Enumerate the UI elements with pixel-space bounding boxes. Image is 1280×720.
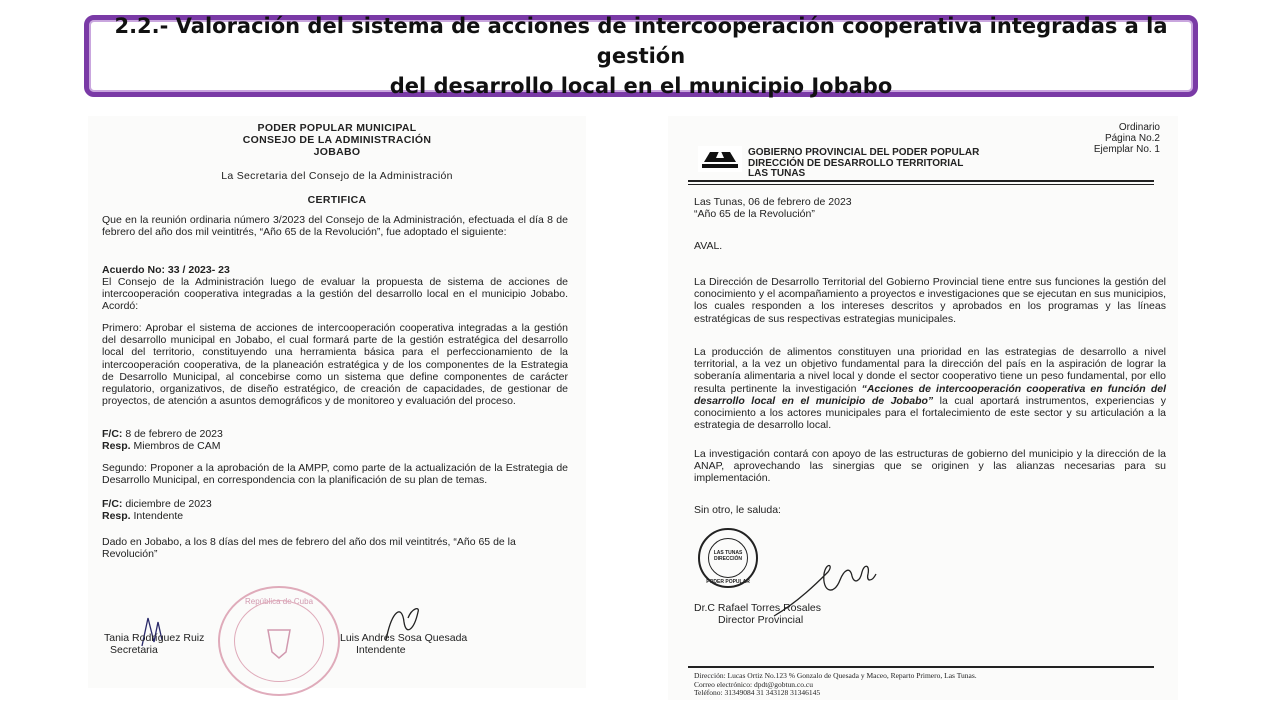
doc-right-reference xyxy=(1094,122,1160,155)
doc-left-resp2-label: Resp. xyxy=(102,510,131,522)
provincial-stamp xyxy=(698,528,758,588)
title-banner xyxy=(84,15,1198,97)
doc-right-aval: AVAL. xyxy=(694,240,723,252)
stamp-ring-text: PODER POPULAR xyxy=(706,579,750,585)
doc-left-fc2 xyxy=(102,498,568,510)
aval-document xyxy=(668,116,1178,700)
footer-email: Correo electrónico: dpdt@gobtun.co.cu xyxy=(694,679,813,689)
slide-title-line1: 2.2.- Valoración del sistema de acciones de intercooperación cooperativa integradas a la gestión xyxy=(114,14,1168,68)
signer-name: Dr.C Rafael Torres Rosales xyxy=(694,602,822,614)
doc-left-segundo: Segundo: Proponer a la aprobación de la AMPP, como parte de la actualización de la Estrategia de Desarrollo Municipal, en correspondencia con la planificación de su plan de temas. xyxy=(102,462,568,487)
doc-right-motto: “Año 65 de la Revolución” xyxy=(694,208,815,220)
doc-left-primero: Primero: Aprobar el sistema de acciones de intercooperación cooperativa integradas a la gestión del desarrollo municipal en Jobabo, el cual formará parte de la gestión estratégica del desarrollo local del territorio, constituyendo una herramienta básica para el perfeccionamiento de la intercooperación cooperativa, de la planeación estratégica y de los componentes de la Estrategia de Desarrollo Municipal, al concebirse como un sistema que define componentes de carácter regulatorio, organizativos, de diseño estratégico, de creación de capacidades, de gestionar de proyectos, de atención a asuntos demográficos y de monitoreo y evaluación del proceso. xyxy=(102,322,568,408)
doc-right-header xyxy=(748,148,979,180)
doc-left-fc1-value: 8 de febrero de 2023 xyxy=(122,428,223,440)
header-rule xyxy=(688,180,1154,182)
sign1-block xyxy=(104,632,204,656)
government-logo-icon xyxy=(698,146,742,172)
doc-right-header-line1: GOBIERNO PROVINCIAL DEL PODER POPULAR xyxy=(748,147,980,158)
signer-block xyxy=(694,602,821,626)
doc-right-footer xyxy=(694,672,977,698)
doc-left-resp2-value: Intendente xyxy=(130,510,184,522)
sign1-name: Tania Rodríguez Ruiz xyxy=(104,632,205,644)
doc-left-fc1-label: F/C: xyxy=(102,428,123,440)
doc-right-closing: Sin otro, le saluda: xyxy=(694,504,781,516)
doc-right-ref-line3: Ejemplar No. 1 xyxy=(1093,144,1160,155)
doc-left-fc2-value: diciembre de 2023 xyxy=(122,498,212,510)
slide-title xyxy=(106,11,1176,101)
doc-right-paragraph-2 xyxy=(694,346,1166,431)
sign2-block xyxy=(340,632,467,656)
footer-phone: Teléfono: 31349084 31 343128 31346145 xyxy=(694,688,821,697)
doc-right-ref-line1: Ordinario xyxy=(1118,122,1160,133)
doc-left-intro: Que en la reunión ordinaria número 3/2023 del Consejo de la Administración, efectuada el día 8 de febrero del año dos mil veintitrés, “Año 65 de la Revolución”, fue adoptado el siguiente: xyxy=(102,214,568,239)
doc-left-header-line3: JOBABO xyxy=(313,146,361,159)
doc-right-ref-line2: Página No.2 xyxy=(1104,133,1160,144)
doc-left-fc2-label: F/C: xyxy=(102,498,123,510)
seal-emblem-icon xyxy=(220,588,338,694)
sign2-role: Intendente xyxy=(356,644,406,657)
doc-left-secretaria: La Secretaria del Consejo de la Administración xyxy=(221,170,453,182)
doc-right-header-line2: DIRECCIÓN DE DESARROLLO TERRITORIAL xyxy=(748,157,964,169)
doc-left-fc1 xyxy=(102,428,568,440)
doc-left-dado: Dado en Jobabo, a los 8 días del mes de febrero del año dos mil veintitrés, “Año 65 de la Revolución” xyxy=(102,536,516,561)
doc-left-acuerdo-title: Acuerdo No: 33 / 2023- 23 xyxy=(102,264,230,276)
header-rule-thin xyxy=(688,184,1154,185)
footer-address: Dirección: Lucas Ortiz No.123 % Gonzalo de Quesada y Maceo, Reparto Primero, Las Tunas. xyxy=(694,671,977,680)
sign2-name: Luis Andrés Sosa Quesada xyxy=(340,632,468,644)
doc-left-resp2 xyxy=(102,510,568,522)
doc-left-certifica: CERTIFICA xyxy=(307,194,367,206)
municipal-seal-stamp xyxy=(218,586,340,696)
slide-title-line2: del desarrollo local en el municipio Jobabo xyxy=(389,74,893,98)
doc-left-header xyxy=(88,122,586,159)
doc-left-acuerdo-text: El Consejo de la Administración luego de evaluar la propuesta de sistema de acciones de intercooperación cooperativa integradas a la gestión del desarrollo local en el municipio Jobabo. Acordó: xyxy=(102,276,568,313)
seal-text: República de Cuba xyxy=(244,597,314,606)
doc-left-resp1-label: Resp. xyxy=(102,440,131,452)
footer-rule xyxy=(688,666,1154,668)
doc-left-resp1 xyxy=(102,440,568,452)
doc-right-paragraph-3: La investigación contará con apoyo de las estructuras de gobierno del municipio y la dirección de la ANAP, aprovechando las sinergias que se originen y las alianzas necesarias para su implementación. xyxy=(694,448,1166,485)
stamp-center-text: LAS TUNAS DIRECCIÓN xyxy=(713,550,743,562)
doc-right-date: Las Tunas, 06 de febrero de 2023 xyxy=(694,196,852,208)
sign1-role: Secretaria xyxy=(110,644,158,657)
certificate-document xyxy=(88,116,586,688)
doc-left-header-line1: PODER POPULAR MUNICIPAL xyxy=(257,122,417,134)
doc-right-p2-a: La producción de alimentos constituyen una prioridad en las estrategias de desarrollo a nivel territorial, a la vez un objetivo fundamental para la dirección del país en la aspiración de lograr la soberanía alimentaria a nivel local y donde el sector cooperativo tiene un peso fundamental, por ello resulta pertinente la investigación xyxy=(694,346,1166,395)
signer-role: Director Provincial xyxy=(718,614,804,627)
doc-right-p2-b: la cual aportará instrumentos, experiencias y conocimiento a los actores municipales para el fortalecimiento de este sector y su articulación a la estrategia de desarrollo local. xyxy=(694,394,1166,432)
doc-left-resp1-value: Miembros de CAM xyxy=(130,440,221,452)
doc-right-paragraph-1: La Dirección de Desarrollo Territorial del Gobierno Provincial tiene entre sus funciones la gestión del conocimiento y el acompañamiento a proyectos e investigaciones que se ejecutan en sus municipios, los cuales responden a los intereses descritos y aprobados en los programas y las líneas estratégicas de sus respectivas estrategias municipales. xyxy=(694,276,1166,325)
doc-left-header-line2: CONSEJO DE LA ADMINISTRACIÓN xyxy=(242,134,432,147)
doc-right-header-line3: LAS TUNAS xyxy=(748,168,806,179)
doc-right-research-title: “Acciones de intercooperación cooperativa en función del desarrollo local en el municipio de Jobabo” xyxy=(694,382,1166,407)
